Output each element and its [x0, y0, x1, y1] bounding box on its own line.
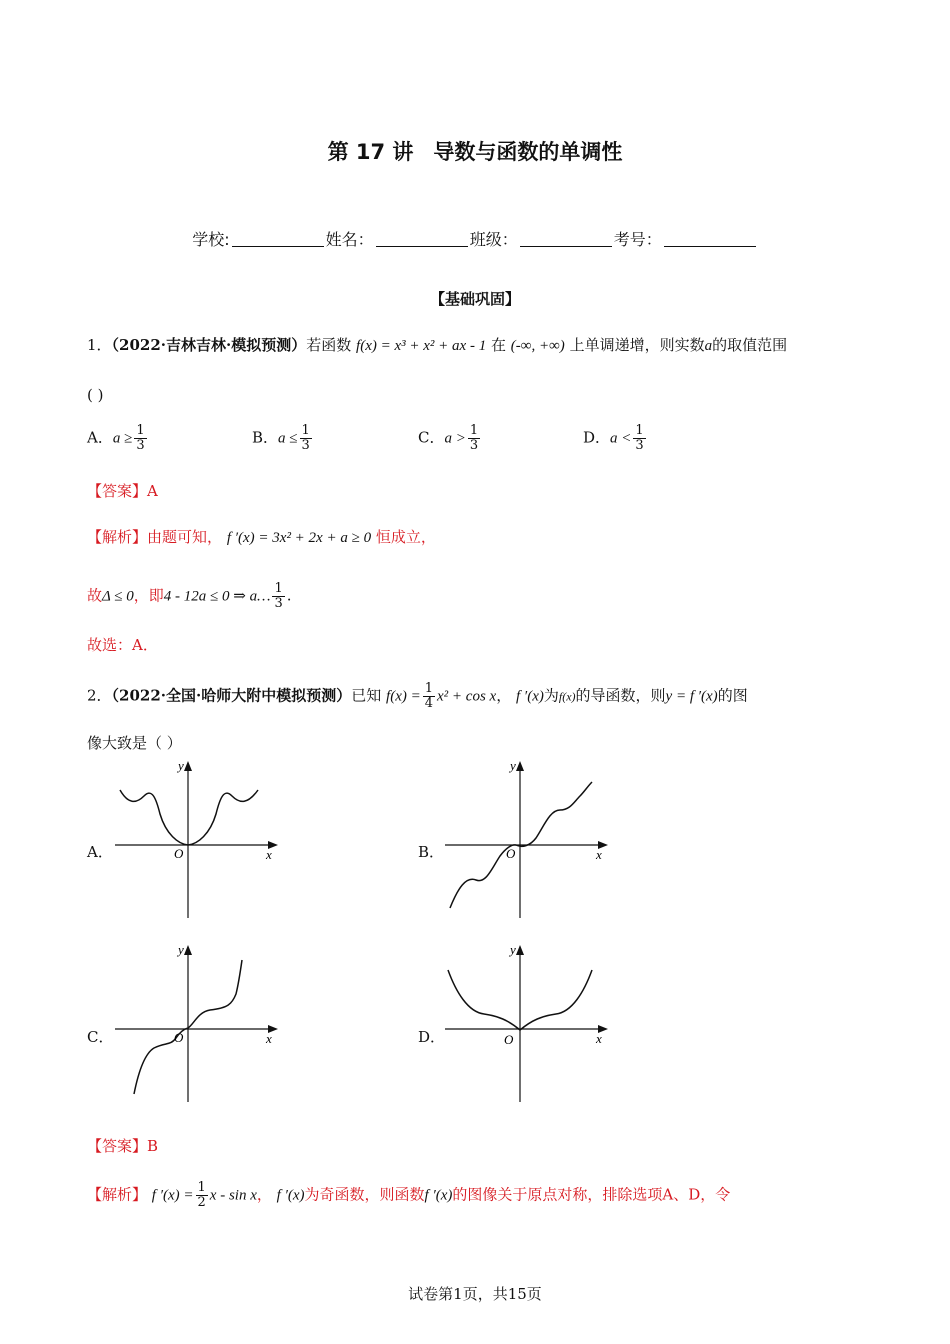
numerator: 1	[424, 681, 434, 696]
answer-value: A	[147, 482, 158, 500]
numerator: 1	[301, 423, 310, 438]
q2-answer	[87, 1135, 158, 1156]
q2-number: 2．	[87, 686, 112, 705]
q2-fprime: f ′(x)	[516, 688, 544, 705]
option-lhs: a <	[610, 430, 632, 447]
y-arrow-icon	[184, 761, 192, 771]
line2-end: .	[286, 586, 292, 605]
graph-d-label: D．	[418, 1028, 446, 1046]
curve	[120, 790, 258, 845]
graph-d[interactable]	[440, 942, 610, 1104]
student-info-line	[0, 227, 950, 250]
denominator: 2	[197, 1195, 206, 1210]
graph-a-label: A．	[87, 843, 113, 861]
option-lhs: a ≥	[112, 430, 133, 447]
analysis-text-2: 的图像关于原点对称，排除选项A、D，令	[452, 1185, 731, 1204]
option-label: C．	[418, 428, 445, 447]
analysis-text: 为奇函数，则函数	[304, 1185, 425, 1204]
analysis-fprime-2: f ′(x)	[424, 1187, 453, 1204]
school-blank[interactable]	[232, 231, 324, 247]
name-blank[interactable]	[376, 231, 468, 247]
option-fraction	[633, 424, 645, 453]
x-label: x	[596, 1031, 602, 1046]
origin-label: O	[174, 1030, 184, 1045]
q2-analysis	[87, 1181, 730, 1210]
q2-text-d: 的导函数，则	[575, 686, 666, 705]
line2-text-a: 故	[87, 586, 103, 605]
q1-answer	[87, 480, 158, 501]
analysis-formula: f ′(x) = 3x² + 2x + a ≥ 0	[226, 530, 372, 546]
origin-label: O	[506, 846, 516, 861]
q1-option-c[interactable]	[418, 424, 482, 453]
denominator: 3	[136, 438, 145, 453]
analysis-formula-lhs: f ′(x) =	[151, 1187, 194, 1204]
denominator: 4	[424, 696, 434, 711]
q1-choose: 故选：A．	[87, 636, 158, 654]
answer-tag: 【答案】	[87, 482, 148, 500]
page-title	[0, 136, 950, 166]
y-arrow-icon	[184, 945, 192, 955]
q2-formula-rhs: x² + cos x	[437, 688, 497, 705]
numerator: 1	[469, 423, 479, 438]
denominator: 3	[301, 438, 310, 453]
analysis-fprime: f ′(x)	[276, 1187, 305, 1204]
q1-paren: ( )	[87, 386, 104, 404]
option-fraction	[300, 424, 312, 453]
q1-option-a[interactable]	[87, 424, 149, 453]
analysis-text-2: 恒成立，	[375, 528, 436, 546]
y-label: y	[510, 942, 516, 957]
denominator: 3	[274, 596, 283, 611]
q1-text-a: 若函数	[306, 336, 352, 354]
lecture-number: 第 17 讲	[327, 140, 414, 164]
class-label: 班级：	[469, 230, 518, 249]
graph-b-label: B．	[418, 843, 445, 861]
y-arrow-icon	[516, 945, 524, 955]
graph-a[interactable]	[110, 758, 280, 920]
q2-stem-line2: 像大致是（ ）	[87, 734, 182, 752]
q1-analysis	[87, 526, 436, 547]
x-label: x	[596, 847, 602, 862]
q1-option-b[interactable]	[252, 424, 314, 453]
analysis-sep: ，	[256, 1185, 272, 1204]
graph-c-label: C．	[87, 1028, 114, 1046]
y-label: y	[178, 758, 184, 773]
numerator: 1	[274, 581, 283, 596]
q1-interval: (-∞, +∞)	[510, 338, 565, 354]
q1-formula: f(x) = x³ + x² + ax - 1	[356, 338, 487, 354]
answer-tag: 【答案】	[87, 1137, 148, 1155]
q2-yeq: y = f ′(x)	[665, 688, 718, 705]
q1-number: 1．	[87, 336, 112, 354]
graph-c[interactable]	[110, 942, 280, 1104]
numerator: 1	[635, 423, 644, 438]
q2-text-c: 为	[543, 686, 559, 705]
q2-source: （2022·全国·哈师大附中模拟预测）	[111, 686, 352, 705]
page-footer: 试卷第1页，共15页	[408, 1285, 542, 1303]
q1-analysis-line2	[87, 582, 292, 611]
q2-text-a: 已知	[351, 686, 382, 705]
option-fraction	[468, 424, 480, 453]
option-lhs: a >	[444, 430, 466, 447]
school-label: 学校:	[192, 230, 230, 249]
analysis-tag: 【解析】	[87, 528, 148, 546]
option-fraction	[134, 424, 146, 453]
q1-option-d[interactable]	[583, 424, 648, 453]
q1-text-d: 的取值范围	[712, 336, 788, 354]
analysis-formula-rhs: x - sin x	[209, 1187, 257, 1204]
x-label: x	[266, 847, 272, 862]
q2-formula-lhs: f(x) =	[386, 688, 421, 705]
x-label: x	[266, 1031, 272, 1046]
option-label: D．	[583, 428, 611, 447]
graph-b[interactable]	[440, 758, 610, 920]
class-blank[interactable]	[520, 231, 612, 247]
section-heading: 【基础巩固】	[429, 290, 520, 308]
origin-label: O	[504, 1032, 514, 1047]
name-label: 姓名：	[325, 230, 374, 249]
analysis-tag: 【解析】	[87, 1185, 148, 1204]
y-arrow-icon	[516, 761, 524, 771]
q2-text-e: 的图	[717, 686, 748, 705]
q2-fx: f(x)	[558, 689, 576, 704]
number-blank[interactable]	[664, 231, 756, 247]
q1-text-c: 上单调递增，则实数	[569, 336, 705, 354]
option-label: A．	[87, 428, 113, 447]
number-label: 考号：	[613, 230, 662, 249]
answer-value: B	[147, 1137, 159, 1155]
numerator: 1	[136, 423, 145, 438]
q2-stem	[87, 682, 748, 711]
origin-label: O	[174, 846, 184, 861]
line2-fraction	[272, 582, 284, 611]
line2-text-b: ，即	[133, 586, 164, 605]
y-label: y	[178, 942, 184, 957]
q1-text-b: 在	[490, 336, 506, 354]
q1-var: a	[704, 338, 713, 354]
q1-source: （2022·吉林吉林·模拟预测）	[111, 336, 307, 354]
denominator: 3	[635, 438, 644, 453]
option-lhs: a ≤	[278, 430, 298, 447]
option-label: B．	[252, 428, 279, 447]
q1-stem	[87, 334, 787, 355]
numerator: 1	[197, 1180, 206, 1195]
line2-delta: Δ ≤ 0	[102, 588, 134, 605]
denominator: 3	[469, 438, 479, 453]
q2-fraction	[423, 682, 435, 711]
line2-formula: 4 - 12a ≤ 0 ⇒ a…	[163, 588, 271, 605]
y-label: y	[510, 758, 516, 773]
analysis-fraction	[196, 1181, 208, 1210]
lecture-topic: 导数与函数的单调性	[433, 140, 623, 164]
analysis-text: 由题可知，	[147, 528, 223, 546]
q2-text-b: ，	[496, 686, 512, 705]
